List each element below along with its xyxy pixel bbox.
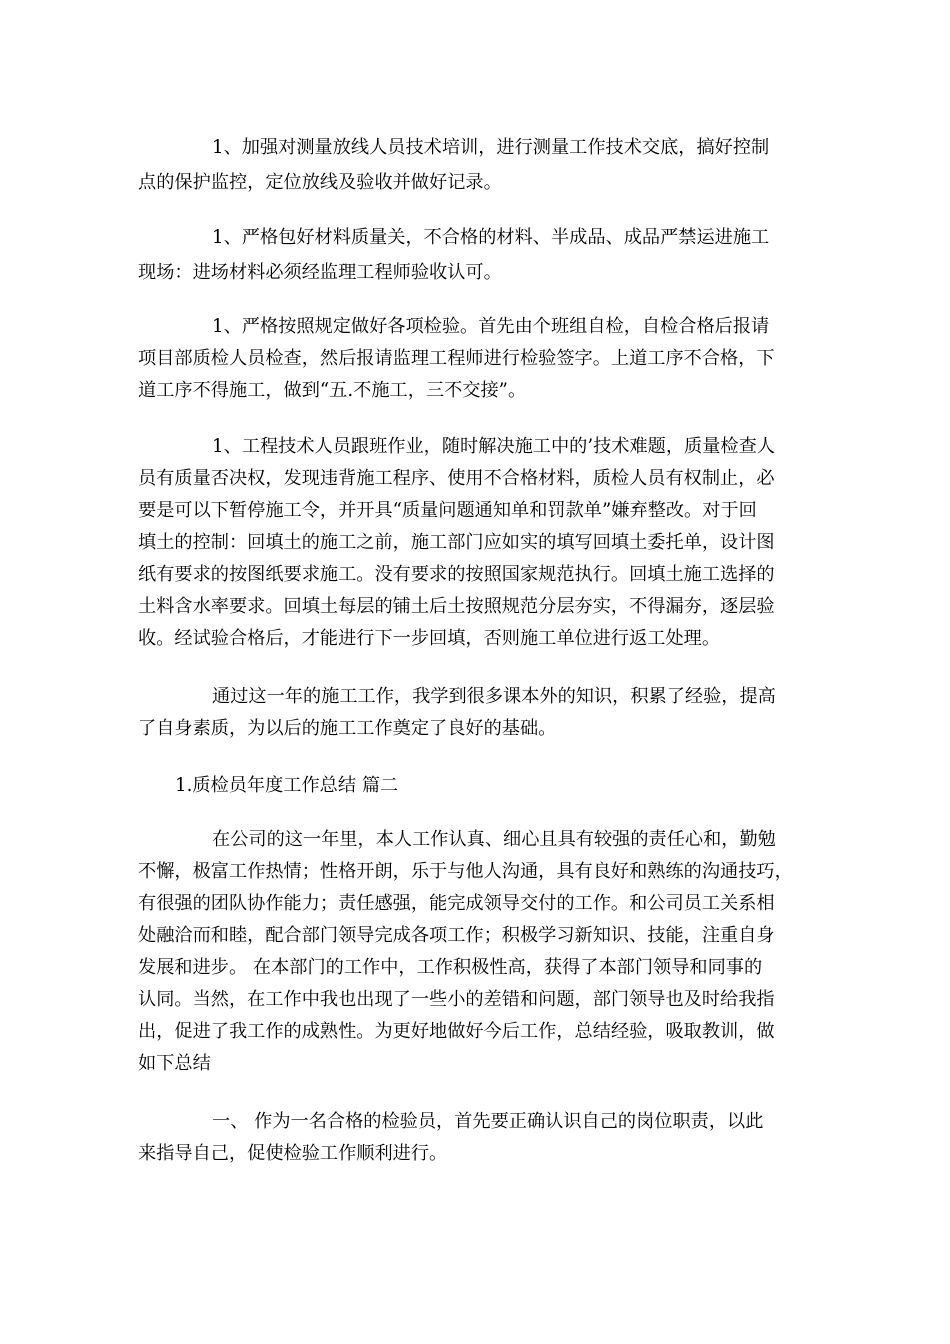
- paragraph-line: 纸有要求的按图纸要求施工。没有要求的按照国家规范执行。回填土施工选择的: [138, 564, 775, 585]
- paragraph-line: 1、严格包好材料质量关，不合格的材料、半成品、成品严禁运进施工: [212, 227, 770, 248]
- section-heading: 1.质检员年度工作总结 篇二: [175, 775, 399, 796]
- paragraph-line: 认同。当然，在工作中我也出现了一些小的差错和问题，部门领导也及时给我指: [138, 989, 775, 1010]
- paragraph-line: 1、加强对测量放线人员技术培训，进行测量工作技术交底，搞好控制: [212, 137, 770, 158]
- paragraph-line: 有很强的团队协作能力；责任感强，能完成领导交付的工作。和公司员工关系相: [138, 893, 775, 914]
- paragraph-line: 不懈，极富工作热情；性格开朗，乐于与他人沟通，具有良好和熟练的沟通技巧，: [138, 861, 793, 882]
- paragraph-line: 来指导自己，促使检验工作顺利进行。: [138, 1143, 448, 1164]
- paragraph-line: 点的保护监控，定位放线及验收并做好记录。: [138, 172, 502, 193]
- paragraph-line: 发展和进步。 在本部门的工作中，工作积极性高，获得了本部门领导和同事的: [138, 957, 763, 978]
- paragraph-line: 现场：进场材料必须经监理工程师验收认可。: [138, 262, 502, 283]
- paragraph-line: 处融洽而和睦，配合部门领导完成各项工作；积极学习新知识、技能，注重自身: [138, 925, 775, 946]
- paragraph-line: 项目部质检人员检查，然后报请监理工程师进行检验签字。上道工序不合格，下: [138, 348, 775, 369]
- paragraph-line: 1、工程技术人员跟班作业，随时解决施工中的’技术难题，质量检查人: [212, 436, 775, 457]
- paragraph-line: 在公司的这一年里，本人工作认真、细心且具有较强的责任心和，勤勉: [212, 829, 776, 850]
- paragraph-line: 出，促进了我工作的成熟性。为更好地做好今后工作，总结经验，吸取教训，做: [138, 1021, 775, 1042]
- paragraph-line: 员有质量否决权，发现违背施工程序、使用不合格材料，质检人员有权制止，必: [138, 468, 775, 489]
- paragraph-line: 了自身素质，为以后的施工工作奠定了良好的基础。: [138, 718, 557, 739]
- paragraph-line: 收。经试验合格后，才能进行下一步回填，否则施工单位进行返工处理。: [138, 628, 721, 649]
- paragraph-line: 土料含水率要求。回填土每层的铺土后土按照规范分层夯实，不得漏夯，逐层验: [138, 596, 775, 617]
- paragraph-line: 1、严格按照规定做好各项检验。首先由个班组自检，自检合格后报请: [212, 316, 770, 337]
- paragraph-line: 要是可以下暂停施工令，并开具“质量问题通知单和罚款单”嫌弃整改。对于回: [138, 500, 757, 521]
- paragraph-line: 如下总结: [138, 1053, 211, 1074]
- paragraph-line: 通过这一年的施工工作，我学到很多课本外的知识，积累了经验，提高: [212, 686, 776, 707]
- paragraph-line: 填土的控制：回填土的施工之前，施工部门应如实的填写回填土委托单，设计图: [138, 532, 775, 553]
- paragraph-line: 一、 作为一名合格的检验员，首先要正确认识自己的岗位职责，以此: [212, 1111, 764, 1132]
- paragraph-line: 道工序不得施工，做到“五.不施工，三不交接”。: [138, 380, 527, 401]
